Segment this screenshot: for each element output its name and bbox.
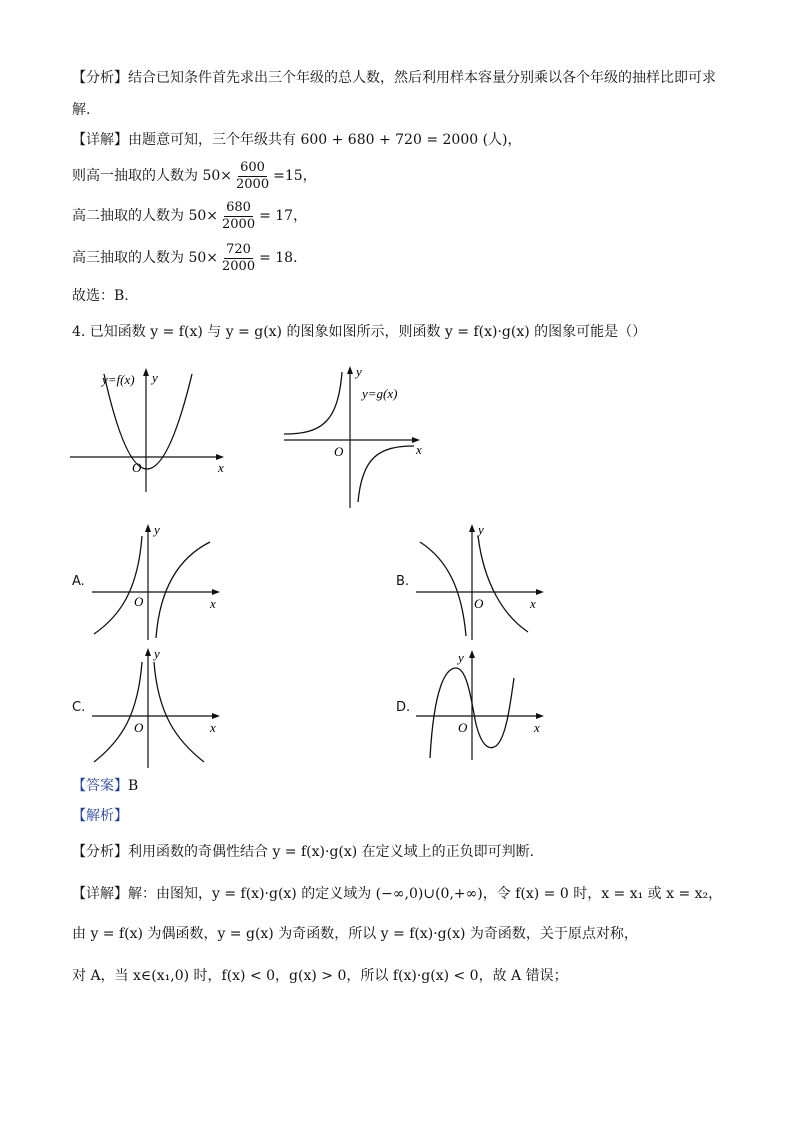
xlabel-b: x	[530, 596, 536, 611]
fraction-denominator: 2000	[236, 176, 270, 192]
xlabel-a: x	[210, 596, 216, 611]
xlabel-f: x	[218, 460, 224, 475]
answer-value: B	[128, 778, 139, 794]
row2-prefix: 高二抽取的人数为 50×	[72, 208, 218, 224]
xlabel-d: x	[534, 720, 540, 735]
fraction-600-2000	[234, 160, 271, 193]
answer-line	[72, 776, 734, 796]
option-a-label: A.	[72, 574, 85, 589]
option-d-graph	[414, 646, 554, 760]
ylabel-b: y	[478, 522, 484, 537]
graph-f-parabola	[66, 364, 236, 494]
option-a-graph	[90, 520, 230, 640]
detail2-line-3: 对 A，当 x∈(x₁,0) 时，f(x) < 0，g(x) > 0，所以 f(x)·g(x) < 0，故 A 错误；	[72, 968, 568, 984]
row1-prefix: 则高一抽取的人数为 50×	[72, 168, 232, 184]
detail2-line-2: 由 y = f(x) 为偶函数，y = g(x) 为奇函数，所以 y = f(x)·g(x) 为奇函数，关于原点对称，	[72, 926, 638, 942]
jiexi-tag: 【解析】	[72, 808, 128, 824]
analysis-line-1: 【分析】结合已知条件首先求出三个年级的总人数，然后利用样本容量分别乘以各个年级的抽样比即可求	[72, 70, 716, 86]
detail2-line-1: 【详解】解：由图知，y = f(x)·g(x) 的定义域为 (−∞,0)∪(0,+∞)，令 f(x) = 0 时，x = x₁ 或 x = x₂，	[72, 886, 723, 902]
fraction-720-2000	[220, 242, 257, 275]
origin-f: O	[132, 460, 142, 475]
option-c-graph	[90, 644, 230, 768]
fraction-numerator: 600	[240, 159, 265, 175]
option-b-label: B.	[396, 574, 410, 589]
detail-row-grade1	[72, 158, 734, 194]
option-c-label: C.	[72, 700, 86, 715]
origin-a: O	[134, 594, 144, 609]
ylabel-d: y	[458, 650, 464, 665]
analysis-line-2: 解.	[72, 102, 91, 118]
option-d-label: D.	[396, 700, 411, 715]
detail-row-grade3	[72, 240, 734, 276]
ylabel-c: y	[154, 646, 160, 661]
origin-d: O	[458, 720, 468, 735]
row3-suffix: = 18.	[259, 250, 298, 266]
fraction-numerator: 720	[226, 241, 251, 257]
graph-g-hyperbola	[282, 362, 432, 512]
fraction-denominator: 2000	[222, 216, 256, 232]
fraction-680-2000	[220, 200, 257, 233]
detail-line-1: 【详解】由题意可知，三个年级共有 600 + 680 + 720 = 2000 (人)，	[72, 132, 522, 148]
origin-c: O	[134, 720, 144, 735]
analysis2-line-1: 【分析】利用函数的奇偶性结合 y = f(x)·g(x) 在定义域上的正负即可判断.	[72, 844, 535, 860]
origin-g: O	[334, 444, 344, 459]
origin-b: O	[474, 596, 484, 611]
ylabel-a: y	[154, 522, 160, 537]
label-f: y=f(x)	[102, 372, 135, 387]
jiexi-line	[72, 806, 734, 826]
label-g: y=g(x)	[362, 386, 398, 401]
option-b-graph	[414, 520, 554, 640]
row2-suffix: = 17，	[259, 208, 308, 224]
xlabel-g: x	[416, 442, 422, 457]
detail-choice: 故选：B.	[72, 288, 129, 304]
question-4-text: 4. 已知函数 y = f(x) 与 y = g(x) 的图象如图所示，则函数 y = f(x)·g(x) 的图象可能是（）	[72, 324, 647, 340]
ylabel-f: y	[152, 370, 158, 385]
detail-row-grade2	[72, 198, 734, 234]
row1-suffix: =15，	[273, 168, 317, 184]
fraction-numerator: 680	[226, 199, 251, 215]
xlabel-c: x	[210, 720, 216, 735]
answer-tag: 【答案】	[72, 778, 128, 794]
ylabel-g: y	[356, 364, 362, 379]
row3-prefix: 高三抽取的人数为 50×	[72, 250, 218, 266]
fraction-denominator: 2000	[222, 258, 256, 274]
